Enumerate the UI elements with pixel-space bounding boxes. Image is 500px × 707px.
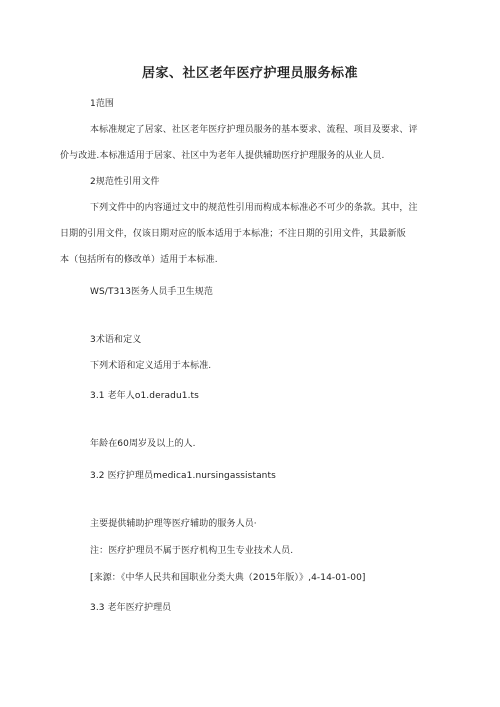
section-2-paragraph-line-3: 本（包括所有的修改单）适用于本标准. <box>60 255 218 265</box>
section-2-reference: WS/T313医务人员手卫生规范 <box>90 287 213 297</box>
section-2-paragraph-line-2: 日期的引用文件，仅该日期对应的版本适用于本标准；不注日期的引用文件，其最新版 <box>60 229 406 239</box>
section-2-heading: 2规范性引用文件 <box>90 177 160 187</box>
term-3-2-definition: 主要提供辅助护理等医疗辅助的服务人员· <box>90 519 257 529</box>
section-2-paragraph-line-1: 下列文件中的内容通过文中的规范性引用而构成本标准必不可少的条款。其中，注 <box>90 203 418 213</box>
section-1-heading: 1范围 <box>90 99 115 109</box>
section-1-paragraph-line-2: 价与改进.本标准适用于居家、社区中为老年人提供辅助医疗护理服务的从业人员. <box>60 151 385 161</box>
term-3-2-heading: 3.2 医疗护理员medica1.nursingassistants <box>90 471 276 481</box>
term-3-1-definition: 年龄在60周岁及以上的人. <box>90 439 196 449</box>
term-3-2-source: [来源：《中华人民共和国职业分类大典（2015年版）》,4-14-01-00] <box>90 573 366 583</box>
section-3-intro: 下列术语和定义适用于本标准. <box>90 361 212 371</box>
term-3-3-heading: 3.3 老年医疗护理员 <box>90 603 172 613</box>
section-3-heading: 3术语和定义 <box>90 335 142 345</box>
section-1-paragraph-line-1: 本标准规定了居家、社区老年医疗护理员服务的基本要求、流程、项目及要求、评 <box>90 125 418 135</box>
document-title: 居家、社区老年医疗护理员服务标准 <box>141 66 358 81</box>
term-3-2-note: 注：医疗护理员不属于医疗机构卫生专业技术人员. <box>90 546 294 556</box>
term-3-1-heading: 3.1 老年人o1.deradu1.ts <box>90 391 199 401</box>
